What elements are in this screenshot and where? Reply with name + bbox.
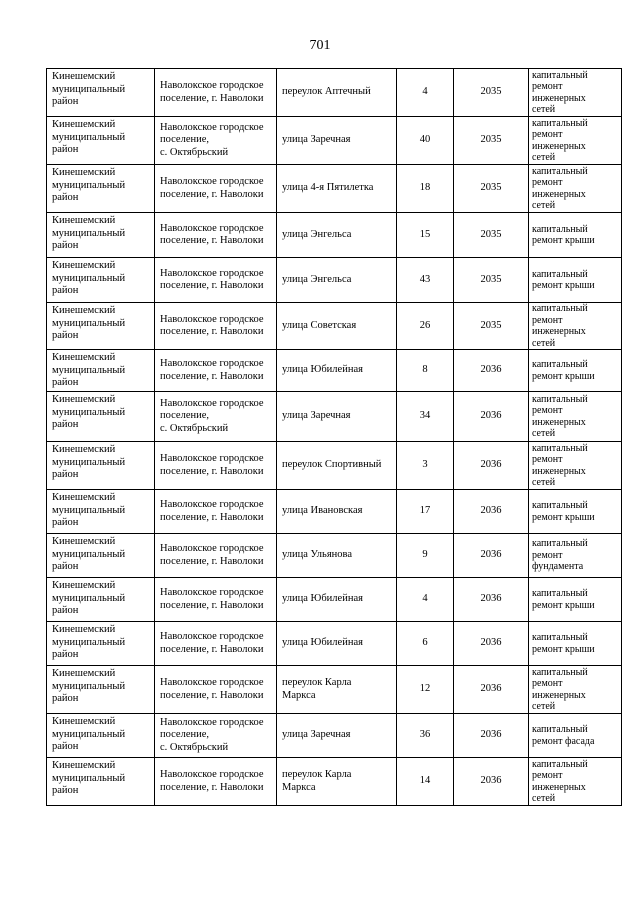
settlement-cell: Наволокское городское поселение, с. Октябрьский [155, 117, 277, 165]
house-number-cell: 18 [397, 165, 454, 213]
work-type-cell: капитальный ремонт инженерных сетей [529, 666, 622, 714]
year-cell: 2036 [454, 758, 529, 806]
page-number: 701 [309, 38, 331, 53]
street-cell: улица Заречная [277, 392, 397, 442]
settlement-cell: Наволокское городское поселение, с. Октябрьский [155, 714, 277, 758]
table-row [47, 303, 622, 350]
table-row [47, 350, 622, 392]
settlement-cell: Наволокское городское поселение, г. Наволоки [155, 69, 277, 117]
street-cell: улица Юбилейная [277, 578, 397, 622]
settlement-cell: Наволокское городское поселение, г. Наволоки [155, 442, 277, 490]
table-row [47, 442, 622, 490]
settlement-cell: Наволокское городское поселение, г. Наволоки [155, 490, 277, 534]
district-cell: Кинешемский муниципальный район [47, 578, 155, 622]
housing-repair-table [46, 68, 622, 806]
district-cell: Кинешемский муниципальный район [47, 117, 155, 165]
table-row [47, 165, 622, 213]
work-type-cell: капитальный ремонт инженерных сетей [529, 392, 622, 442]
table-row [47, 534, 622, 578]
work-type-cell: капитальный ремонт фасада [529, 714, 622, 758]
table-row [47, 117, 622, 165]
year-cell: 2036 [454, 666, 529, 714]
year-cell: 2036 [454, 392, 529, 442]
settlement-cell: Наволокское городское поселение, г. Наволоки [155, 258, 277, 303]
year-cell: 2036 [454, 578, 529, 622]
house-number-cell: 15 [397, 213, 454, 258]
year-cell: 2035 [454, 69, 529, 117]
district-cell: Кинешемский муниципальный район [47, 758, 155, 806]
work-type-cell: капитальный ремонт инженерных сетей [529, 442, 622, 490]
table-row [47, 714, 622, 758]
street-cell: улица Юбилейная [277, 622, 397, 666]
street-cell: улица 4-я Пятилетка [277, 165, 397, 213]
district-cell: Кинешемский муниципальный район [47, 714, 155, 758]
street-cell: переулок Спортивный [277, 442, 397, 490]
work-type-cell: капитальный ремонт инженерных сетей [529, 303, 622, 350]
district-cell: Кинешемский муниципальный район [47, 534, 155, 578]
settlement-cell: Наволокское городское поселение, г. Наволоки [155, 303, 277, 350]
house-number-cell: 34 [397, 392, 454, 442]
house-number-cell: 8 [397, 350, 454, 392]
house-number-cell: 14 [397, 758, 454, 806]
year-cell: 2035 [454, 165, 529, 213]
table-row [47, 578, 622, 622]
district-cell: Кинешемский муниципальный район [47, 392, 155, 442]
house-number-cell: 36 [397, 714, 454, 758]
house-number-cell: 6 [397, 622, 454, 666]
house-number-cell: 4 [397, 69, 454, 117]
street-cell: улица Заречная [277, 117, 397, 165]
district-cell: Кинешемский муниципальный район [47, 165, 155, 213]
year-cell: 2036 [454, 534, 529, 578]
settlement-cell: Наволокское городское поселение, г. Наволоки [155, 666, 277, 714]
street-cell: улица Советская [277, 303, 397, 350]
table-row [47, 258, 622, 303]
street-cell: улица Ульянова [277, 534, 397, 578]
street-cell: улица Заречная [277, 714, 397, 758]
house-number-cell: 43 [397, 258, 454, 303]
house-number-cell: 26 [397, 303, 454, 350]
district-cell: Кинешемский муниципальный район [47, 442, 155, 490]
house-number-cell: 17 [397, 490, 454, 534]
district-cell: Кинешемский муниципальный район [47, 622, 155, 666]
work-type-cell: капитальный ремонт крыши [529, 490, 622, 534]
table-row [47, 622, 622, 666]
settlement-cell: Наволокское городское поселение, с. Октябрьский [155, 392, 277, 442]
work-type-cell: капитальный ремонт фундамента [529, 534, 622, 578]
settlement-cell: Наволокское городское поселение, г. Наволоки [155, 578, 277, 622]
house-number-cell: 40 [397, 117, 454, 165]
work-type-cell: капитальный ремонт крыши [529, 213, 622, 258]
settlement-cell: Наволокское городское поселение, г. Наволоки [155, 622, 277, 666]
settlement-cell: Наволокское городское поселение, г. Наволоки [155, 165, 277, 213]
settlement-cell: Наволокское городское поселение, г. Наволоки [155, 758, 277, 806]
table-row [47, 758, 622, 806]
street-cell: переулок Аптечный [277, 69, 397, 117]
settlement-cell: Наволокское городское поселение, г. Наволоки [155, 213, 277, 258]
table-row [47, 392, 622, 442]
table-row [47, 490, 622, 534]
street-cell: улица Энгельса [277, 258, 397, 303]
year-cell: 2035 [454, 117, 529, 165]
street-cell: улица Энгельса [277, 213, 397, 258]
work-type-cell: капитальный ремонт крыши [529, 578, 622, 622]
house-number-cell: 12 [397, 666, 454, 714]
work-type-cell: капитальный ремонт крыши [529, 622, 622, 666]
year-cell: 2036 [454, 622, 529, 666]
table-body [47, 69, 622, 806]
work-type-cell: капитальный ремонт инженерных сетей [529, 117, 622, 165]
table-row [47, 666, 622, 714]
year-cell: 2036 [454, 490, 529, 534]
work-type-cell: капитальный ремонт инженерных сетей [529, 758, 622, 806]
street-cell: улица Юбилейная [277, 350, 397, 392]
table-row [47, 69, 622, 117]
district-cell: Кинешемский муниципальный район [47, 303, 155, 350]
year-cell: 2035 [454, 303, 529, 350]
year-cell: 2035 [454, 258, 529, 303]
year-cell: 2036 [454, 442, 529, 490]
year-cell: 2036 [454, 714, 529, 758]
district-cell: Кинешемский муниципальный район [47, 213, 155, 258]
table-row [47, 213, 622, 258]
street-cell: переулок Карла Маркса [277, 758, 397, 806]
district-cell: Кинешемский муниципальный район [47, 258, 155, 303]
year-cell: 2035 [454, 213, 529, 258]
house-number-cell: 3 [397, 442, 454, 490]
district-cell: Кинешемский муниципальный район [47, 350, 155, 392]
district-cell: Кинешемский муниципальный район [47, 666, 155, 714]
district-cell: Кинешемский муниципальный район [47, 69, 155, 117]
district-cell: Кинешемский муниципальный район [47, 490, 155, 534]
house-number-cell: 9 [397, 534, 454, 578]
house-number-cell: 4 [397, 578, 454, 622]
work-type-cell: капитальный ремонт крыши [529, 350, 622, 392]
settlement-cell: Наволокское городское поселение, г. Наволоки [155, 534, 277, 578]
work-type-cell: капитальный ремонт крыши [529, 258, 622, 303]
work-type-cell: капитальный ремонт инженерных сетей [529, 69, 622, 117]
street-cell: переулок Карла Маркса [277, 666, 397, 714]
street-cell: улица Ивановская [277, 490, 397, 534]
work-type-cell: капитальный ремонт инженерных сетей [529, 165, 622, 213]
settlement-cell: Наволокское городское поселение, г. Наволоки [155, 350, 277, 392]
year-cell: 2036 [454, 350, 529, 392]
